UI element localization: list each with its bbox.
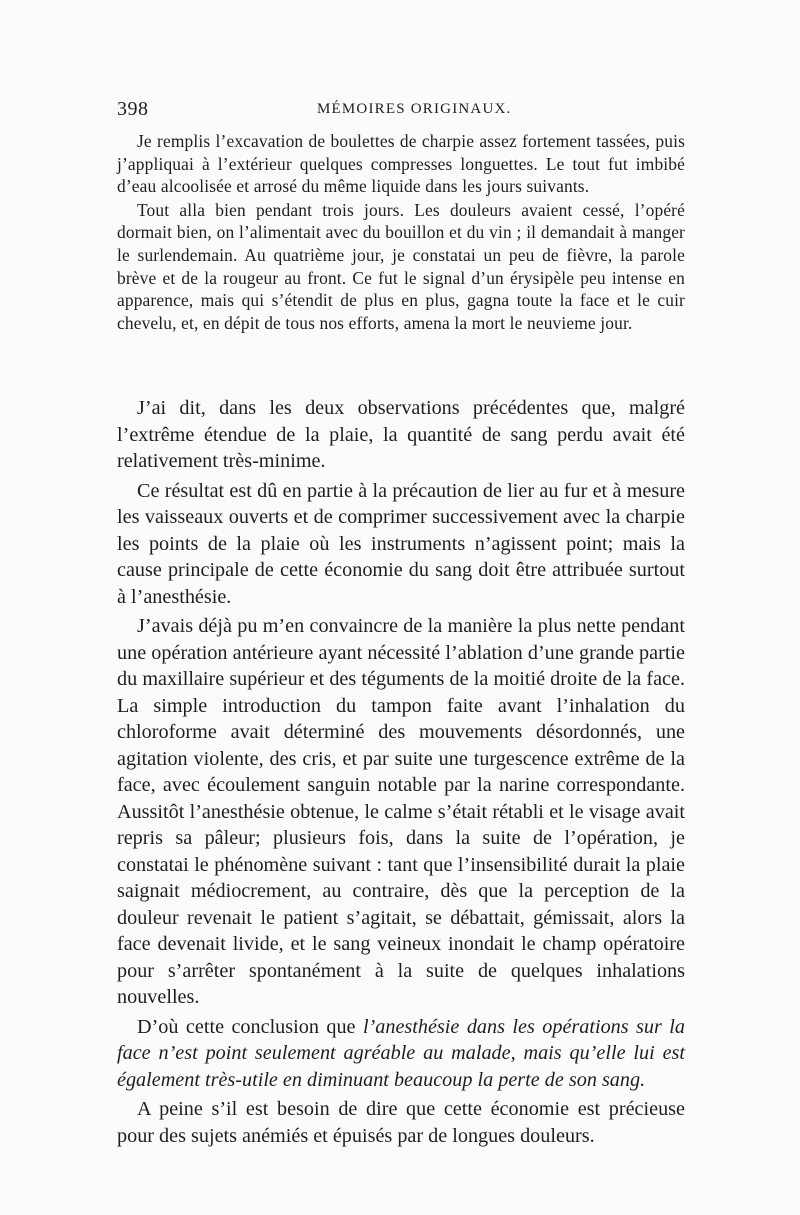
paragraph-result: Ce résultat est dû en partie à la précaution de lier au fur et à mesure les vaisseaux ouverts et de comprimer successivement avec la charpie les points de la plaie où les instruments n’agissent point; mais la cause principale de cette économie du sang doit être attribuée surtout à l’anesthésie. [117,479,685,608]
main-text-block [117,395,685,1149]
paragraph-outcome: Tout alla bien pendant trois jours. Les douleurs avaient cessé, l’opéré dormait bien, on l’alimentait avec du bouillon et du vin ; il demandait à manger le surlendemain. Au quatrième jour, je constatai un peu de fièvre, la parole brève et de la rougeur au front. Ce fut le signal d’un érysipèle peu intense en apparence, mais qui s’étendit de plus en plus, gagna toute la face et le cuir chevelu, et, en dépit de tous nos efforts, amena la mort le neuvieme jour. [117,199,685,333]
page-header [117,98,687,124]
paragraph-conclusion [117,1014,685,1094]
small-print-block [117,130,685,334]
paragraph-dressing: Je remplis l’excavation de boulettes de charpie assez fortement tassées, puis j’appliquai à l’extérieur quelques compresses longuettes. Le tout fut imbibé d’eau alcoolisée et arrosé du même liquide dans les jours suivants. [117,131,685,197]
running-head: MÉMOIRES ORIGINAUX. [317,101,512,117]
paragraph-prior-operation: J’avais déjà pu m’en convaincre de la manière la plus nette pendant une opération antérieure ayant nécessité l’ablation d’une grande partie du maxillaire supérieur et des téguments de la moitié droite de la face. La simple introduction du tampon faite avant l’inhalation du chloroforme avait déterminé des mouvements désordonnés, une agitation violente, des cris, et par suite une turgescence extrême de la face, avec écoulement sanguin notable par la narine correspondante. Aussitôt l’anesthésie obtenue, le calme s’était rétabli et le visage avait repris sa pâleur; plusieurs fois, dans la suite de l’opération, je constatai le phénomène suivant : tant que l’insensibilité durait la plaie saignait médiocrement, au contraire, dès que la perception de la douleur revenait le patient s’agitait, se débattait, gémissait, alors la face devenait livide, et le sang veineux inondait le champ opératoire pour s’arrêter spontanément à la suite de quelques inhalations nouvelles. [117,615,685,1008]
paragraph-final: A peine s’il est besoin de dire que cette économie est précieuse pour des sujets anémiés et épuisés par de longues douleurs. [117,1098,685,1147]
paragraph-observations: J’ai dit, dans les deux observations précédentes que, malgré l’extrême étendue de la plaie, la quantité de sang perdu avait été relativement très-minime. [117,397,685,472]
page-number: 398 [117,98,149,120]
conclusion-lead: D’où cette conclusion que [137,1015,363,1038]
conclusion-italic: l’anesthésie dans les opérations sur la face n’est point seulement agréable au malade, mais qu’elle lui est également très-utile en diminuant beaucoup la perte de son sang. [117,1015,685,1091]
